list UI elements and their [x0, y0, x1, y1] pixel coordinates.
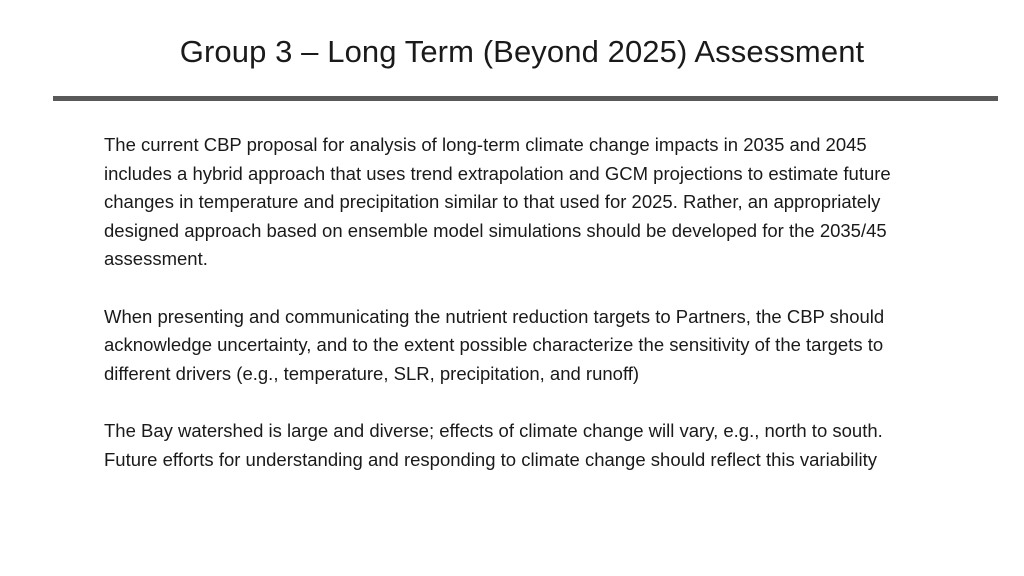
paragraph-watershed-variability: The Bay watershed is large and diverse; effects of climate change will vary, e.g., north to south. Future efforts for understanding and responding to climate change should reflect this variability: [104, 419, 883, 470]
slide-body: [104, 131, 904, 474]
paragraph-communicating-targets: When presenting and communicating the nutrient reduction targets to Partners, the CBP should acknowledge uncertainty, and to the extent possible characterize the sensitivity of the targets to different drivers (e.g., temperature, SLR, precipitation, and runoff): [104, 305, 885, 384]
slide-title: Group 3 – Long Term (Beyond 2025) Assessment: [179, 34, 865, 69]
paragraph-long-term-analysis: The current CBP proposal for analysis of long-term climate change impacts in 2035 and 2045 includes a hybrid approach that uses trend extrapolation and GCM projections to estimate future changes in temperature and precipitation similar to that used for 2025. Rather, an appropriately designed approach based on ensemble model simulations should be developed for the 2035/45 assessment.: [104, 134, 891, 270]
title-divider: [53, 96, 998, 101]
